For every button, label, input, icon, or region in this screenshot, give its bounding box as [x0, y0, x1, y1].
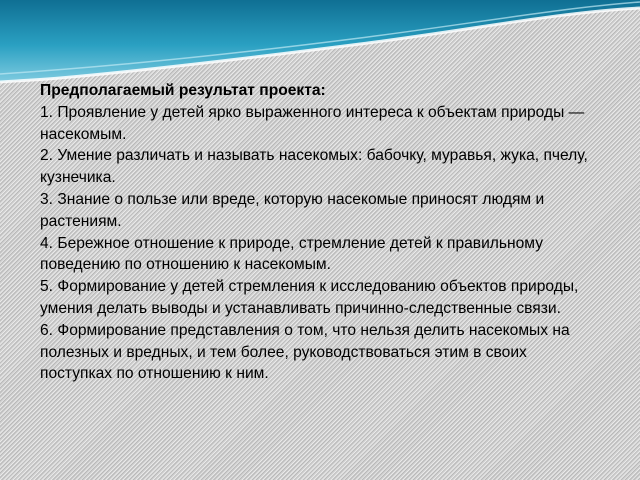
list-item: 5. Формирование у детей стремления к исследованию объектов природы, умения делать выводы и устанавливать причинно-следственные связи.: [40, 278, 579, 317]
list-item: 1. Проявление у детей ярко выраженного интереса к объектам природы — насекомым.: [40, 103, 585, 143]
text-block: [40, 80, 600, 385]
list-item: 2. Умение различать и называть насекомых: бабочку, муравья, жука, пчелу, кузнечика.: [40, 147, 588, 187]
list-item: 4. Бережное отношение к природе, стремление детей к правильному поведению по отношению к насекомым.: [40, 234, 543, 274]
list-item: 6. Формирование представления о том, что нельзя делить насекомых на полезных и вредных, и тем более, руководствоваться этим в своих поступках по отношению к ним.: [40, 321, 570, 383]
list-item: 3. Знание о пользе или вреде, которую насекомые приносят людям и растениям.: [40, 190, 545, 230]
slide-title: Предполагаемый результат проекта:: [40, 82, 326, 99]
